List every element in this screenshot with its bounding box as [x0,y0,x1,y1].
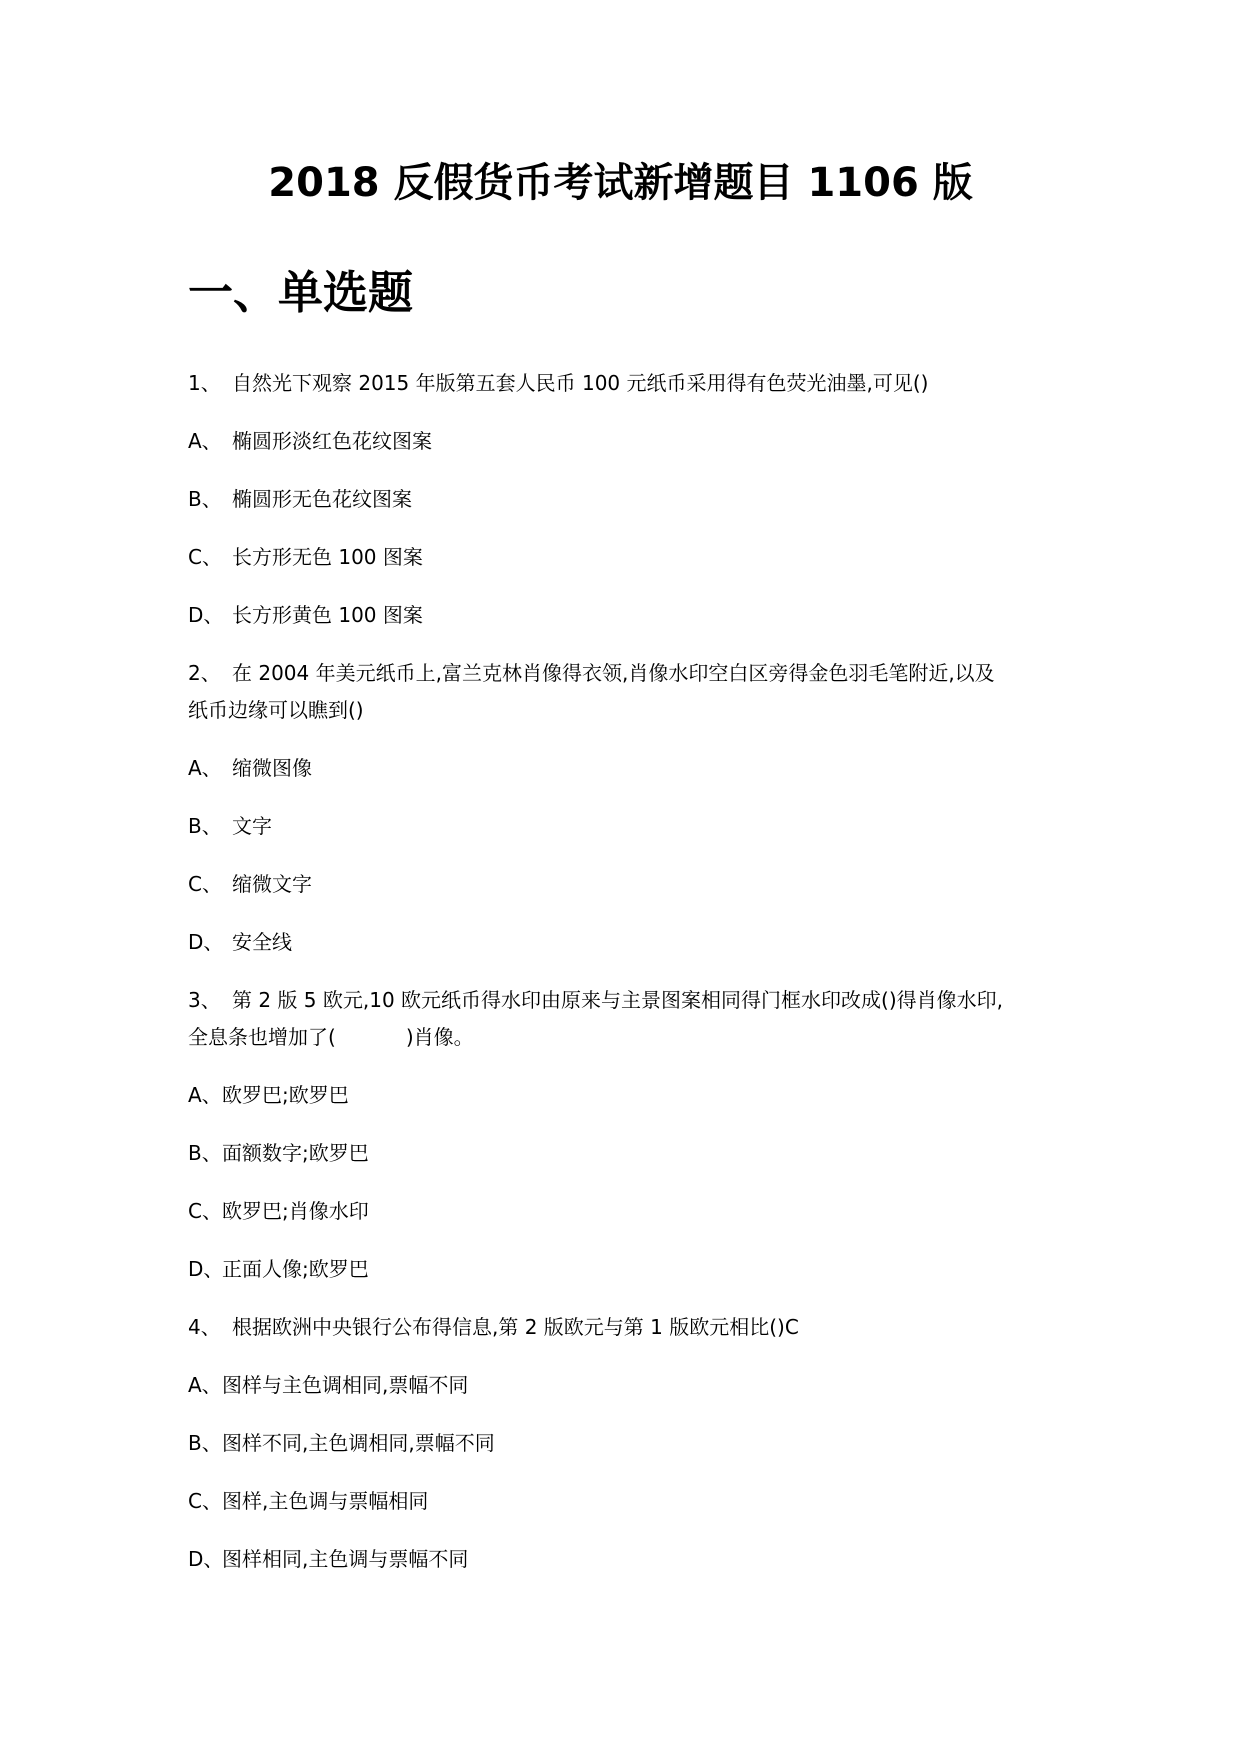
option-text: 长方形黄色 100 图案 [232,603,423,627]
question-1-option-a [188,427,432,455]
option-marker: C、 [188,872,222,896]
question-number: 3、 [188,988,221,1012]
option-marker: C、 [188,1199,222,1223]
question-text: )肖像。 [405,1025,474,1049]
option-text: 欧罗巴;欧罗巴 [222,1083,349,1107]
question-1-option-c [188,543,423,571]
option-marker: A、 [188,1373,222,1397]
option-marker: A、 [188,429,222,453]
option-text: 图样相同,主色调与票幅不同 [222,1547,469,1571]
question-4-stem [188,1313,799,1341]
question-3-stem-continued [188,1023,474,1051]
question-1-option-d [188,601,423,629]
question-number: 2、 [188,661,221,685]
question-text: 在 2004 年美元纸币上,富兰克林肖像得衣领,肖像水印空白区旁得金色羽毛笔附近,以及 [232,661,995,685]
question-2-option-b [188,812,272,840]
question-4-option-c [188,1487,428,1515]
option-text: 长方形无色 100 图案 [232,545,423,569]
question-text: 纸币边缘可以瞧到() [188,698,364,722]
document-title: 2018 反假货币考试新增题目 1106 版 [268,160,973,206]
question-2-stem [188,659,995,687]
question-1-stem [188,369,928,397]
option-marker: A、 [188,756,222,780]
option-marker: D、 [188,603,224,627]
option-text: 图样不同,主色调相同,票幅不同 [222,1431,495,1455]
option-marker: A、 [188,1083,222,1107]
question-number: 4、 [188,1315,221,1339]
question-2-option-d [188,928,292,956]
question-text: 根据欧洲中央银行公布得信息,第 2 版欧元与第 1 版欧元相比()C [232,1315,799,1339]
question-2-option-a [188,754,312,782]
option-text: 图样,主色调与票幅相同 [222,1489,429,1513]
question-text: 第 2 版 5 欧元,10 欧元纸币得水印由原来与主景图案相同得门框水印改成()得肖像水印, [232,988,1004,1012]
option-marker: D、 [188,1257,224,1281]
option-marker: B、 [188,1141,222,1165]
question-2-option-c [188,870,312,898]
question-4-option-a [188,1371,468,1399]
question-1-option-b [188,485,412,513]
option-marker: D、 [188,1547,224,1571]
option-text: 缩微文字 [232,872,312,896]
option-text: 面额数字;欧罗巴 [222,1141,369,1165]
question-4-option-b [188,1429,495,1457]
question-3-option-a [188,1081,349,1109]
option-marker: D、 [188,930,224,954]
option-text: 椭圆形淡红色花纹图案 [232,429,432,453]
option-text: 缩微图像 [232,756,312,780]
question-3-option-c [188,1197,369,1225]
question-3-stem [188,986,1003,1014]
question-3-option-b [188,1139,369,1167]
option-text: 正面人像;欧罗巴 [222,1257,369,1281]
option-text: 欧罗巴;肖像水印 [222,1199,369,1223]
option-marker: C、 [188,545,222,569]
option-text: 安全线 [232,930,292,954]
question-text: 全息条也增加了( [188,1025,336,1049]
option-text: 图样与主色调相同,票幅不同 [222,1373,469,1397]
option-marker: B、 [188,1431,222,1455]
option-marker: C、 [188,1489,222,1513]
question-3-option-d [188,1255,369,1283]
option-text: 文字 [232,814,272,838]
question-number: 1、 [188,371,221,395]
question-4-option-d [188,1545,468,1573]
option-text: 椭圆形无色花纹图案 [232,487,412,511]
option-marker: B、 [188,814,222,838]
question-2-stem-continued [188,696,364,724]
section-heading: 一、单选题 [188,266,414,319]
option-marker: B、 [188,487,222,511]
question-text: 自然光下观察 2015 年版第五套人民币 100 元纸币采用得有色荧光油墨,可见() [232,371,929,395]
